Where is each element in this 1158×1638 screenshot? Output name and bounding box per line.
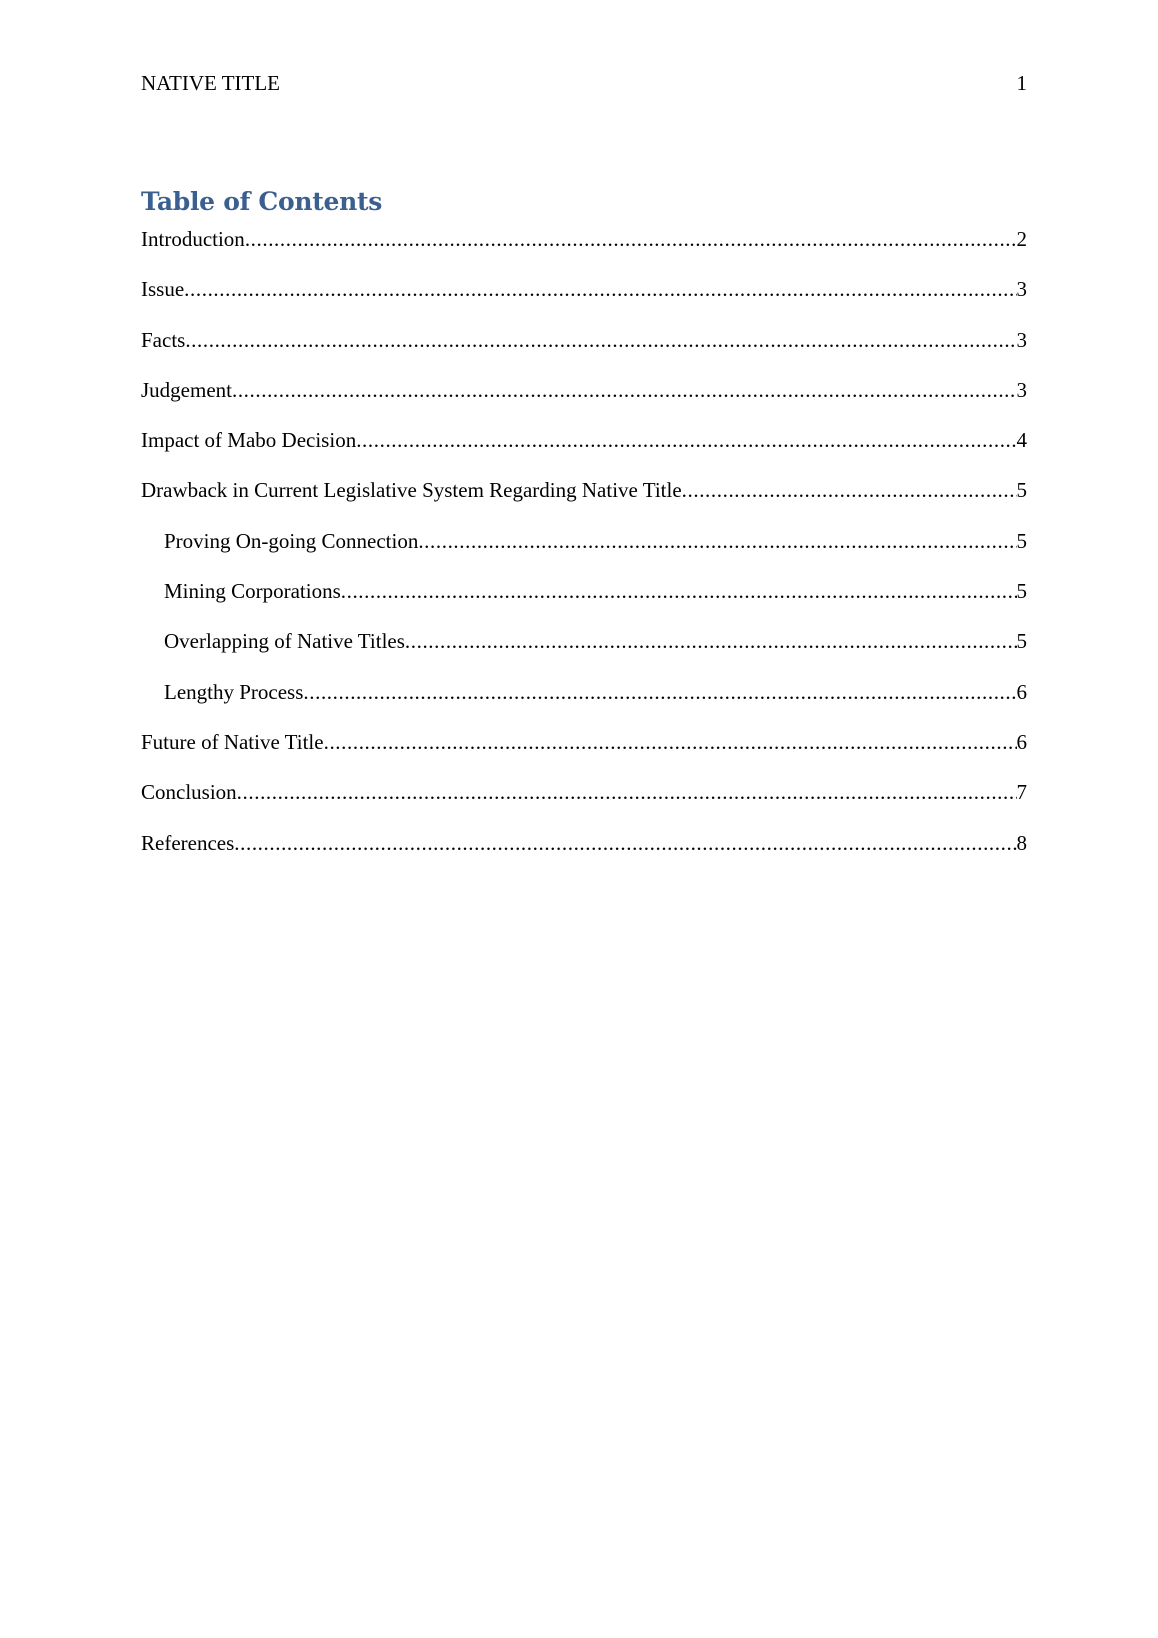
dot-leader (234, 830, 1016, 856)
dot-leader (356, 427, 1016, 453)
toc-entry-label: Introduction (141, 227, 245, 251)
toc-entry-page: 6 (1016, 679, 1027, 704)
toc-entry-overlapping-titles[interactable] (141, 628, 1027, 678)
toc-entry-label: Conclusion (141, 780, 237, 805)
toc-entry-label: Future of Native Title (141, 729, 324, 754)
toc-entry-label: Issue (141, 277, 185, 302)
toc-entry-label: Impact of Mabo Decision (141, 428, 357, 453)
toc-entry-page: 3 (1016, 377, 1027, 402)
table-of-contents (141, 226, 1027, 880)
page-header (141, 69, 1027, 97)
dot-leader (405, 628, 1017, 654)
toc-entry-facts[interactable] (141, 327, 1027, 377)
page-number: 1 (1016, 71, 1027, 95)
toc-entry-drawback[interactable] (141, 477, 1027, 527)
toc-entry-page: 5 (1016, 629, 1027, 654)
toc-entry-references[interactable] (141, 830, 1027, 880)
toc-entry-label: Mining Corporations (164, 579, 341, 604)
dot-leader (341, 578, 1017, 604)
toc-entry-page: 2 (1016, 227, 1027, 251)
toc-entry-page: 5 (1016, 478, 1027, 503)
running-head: NATIVE TITLE (141, 71, 280, 95)
toc-entry-page: 8 (1016, 830, 1027, 855)
toc-entry-issue[interactable] (141, 276, 1027, 326)
dot-leader (232, 377, 1017, 403)
toc-entry-impact-of-mabo-decision[interactable] (141, 427, 1027, 477)
toc-entry-page: 4 (1016, 428, 1027, 453)
dot-leader (418, 528, 1016, 554)
toc-entry-label: References (141, 830, 235, 855)
dot-leader (303, 679, 1016, 705)
toc-entry-page: 6 (1016, 729, 1027, 754)
toc-entry-page: 7 (1016, 780, 1027, 805)
toc-entry-lengthy-process[interactable] (141, 679, 1027, 729)
toc-entry-future-of-native-title[interactable] (141, 729, 1027, 779)
dot-leader (324, 729, 1017, 755)
toc-entry-label: Judgement (141, 377, 232, 402)
toc-entry-label: Overlapping of Native Titles (164, 629, 405, 654)
toc-entry-page: 3 (1016, 327, 1027, 352)
toc-entry-mining-corporations[interactable] (141, 578, 1027, 628)
toc-entry-proving-connection[interactable] (141, 528, 1027, 578)
toc-entry-label: Lengthy Process (164, 679, 304, 704)
toc-entry-label: Facts (141, 327, 186, 352)
toc-heading: Table of Contents (141, 187, 383, 216)
dot-leader (245, 226, 1017, 252)
toc-entry-label: Proving On-going Connection (164, 528, 419, 553)
dot-leader (237, 779, 1017, 805)
toc-entry-page: 5 (1016, 579, 1027, 604)
toc-entry-judgement[interactable] (141, 377, 1027, 427)
toc-entry-label: Drawback in Current Legislative System Regarding Native Title (141, 478, 682, 503)
dot-leader (185, 327, 1016, 353)
toc-entry-conclusion[interactable] (141, 779, 1027, 829)
toc-entry-page: 5 (1016, 528, 1027, 553)
dot-leader (184, 276, 1016, 302)
dot-leader (682, 477, 1017, 503)
toc-entry-page: 3 (1016, 277, 1027, 302)
toc-entry-introduction[interactable] (141, 226, 1027, 276)
